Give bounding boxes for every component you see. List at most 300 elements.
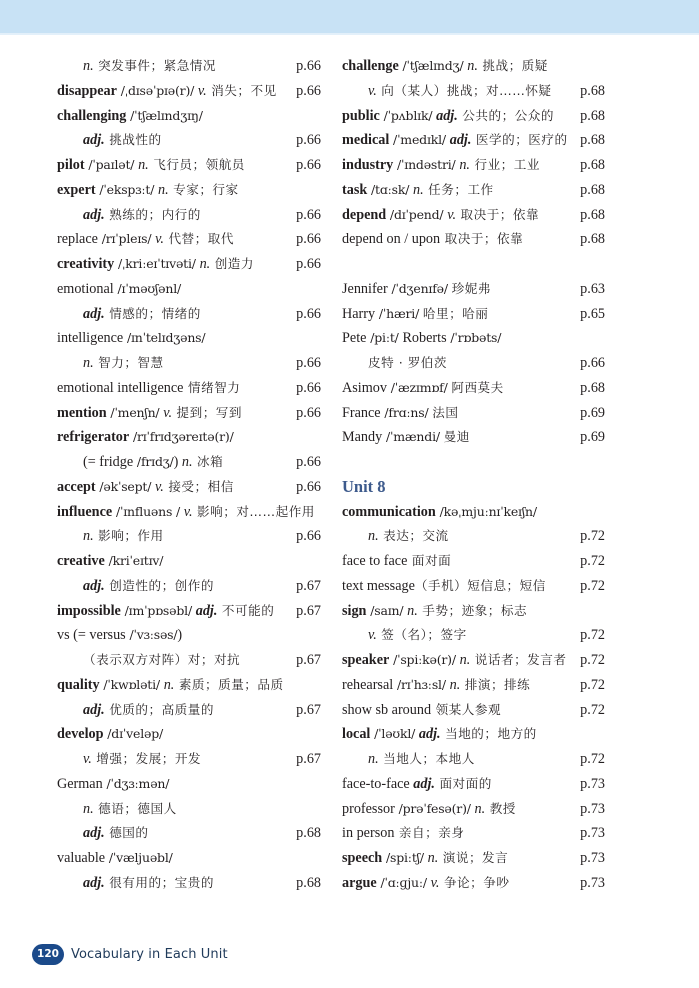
entry-text [57,326,205,351]
entry-text [57,846,173,871]
phonetic: /piːt/ [366,330,403,346]
vocab-entry [342,302,605,327]
entry-text [57,376,240,401]
part-of-speech: n. [83,800,94,817]
vocab-entry [57,549,321,574]
entry-text [57,54,216,79]
vocab-entry [57,450,321,475]
text-part: Harry [342,305,376,322]
vocab-entry [57,203,321,228]
vocab-entry [57,500,321,525]
text-part: professor [342,800,395,817]
headword: expert [57,181,96,198]
phonetic: /ɪnˈtelɪdʒəns/ [123,330,206,346]
vocab-entry [57,351,321,376]
phonetic: /ˈmenʃn/ [106,404,164,420]
vocab-entry [342,549,605,574]
phonetic: /tɑːsk/ [367,181,414,197]
entry-text [57,277,181,302]
vocab-entry [57,524,321,549]
headword: refrigerator [57,429,130,446]
vocab-entry [342,351,605,376]
chinese-definition: 飞行员；领航员 [148,157,245,172]
chinese-definition: 医学的；医疗的 [471,132,568,148]
vocab-entry [57,574,321,599]
part-of-speech: n. [368,528,379,545]
entry-text [57,252,254,277]
entry-text [57,450,223,475]
part-of-speech: adj. [449,132,472,149]
vocab-entry [342,401,605,426]
spacer [342,450,605,475]
vocab-entry [342,277,605,302]
page-reference: p.66 [296,132,321,149]
chinese-definition: 德国的 [104,825,149,841]
entry-text [57,302,201,327]
part-of-speech: v. [183,503,193,520]
page-reference: p.66 [580,355,605,371]
part-of-speech: n. [459,157,470,173]
vocab-entry [57,599,321,624]
part-of-speech: adj. [436,107,458,124]
page-reference: p.66 [296,206,321,223]
entry-text [342,747,475,772]
text-part: Pete [342,330,367,347]
vocab-entry [342,673,605,698]
entry-text [342,648,566,673]
page-reference: p.72 [580,627,605,644]
part-of-speech: adj. [195,602,218,619]
entry-text [342,54,548,79]
vocab-entry [57,648,321,673]
text-part: France [342,404,381,421]
vocab-entry [57,79,321,104]
page-reference: p.73 [580,850,605,866]
chinese-definition: 公共的；公众的 [457,107,554,123]
entry-text [57,178,239,203]
page-reference: p.66 [296,305,321,322]
phonetic: /ɪmˈpɒsəbl/ [120,602,196,618]
headword: public [342,107,380,124]
part-of-speech: v. [368,82,377,99]
text-part: ) [177,627,183,644]
chinese-definition: 教授 [485,800,516,816]
entry-text [57,128,162,153]
vocab-entry [57,277,321,302]
phonetic: /ɪˈməʊʃənl/ [113,280,182,296]
entry-text [57,475,234,500]
phonetic: /ˈmændi/ [382,429,444,445]
chinese-definition: 亲自；亲身 [394,825,465,841]
entry-text [342,153,540,178]
entry-text [57,673,284,698]
vocab-entry [342,227,605,252]
chinese-definition: 取决于；依靠 [456,206,540,222]
vocab-entry [342,722,605,747]
phonetic: /ˈekspɜːt/ [95,181,158,197]
chinese-definition: 挑战；质疑 [477,58,548,73]
part-of-speech: adj. [83,305,105,322]
phonetic: /ˈvæljuəbl/ [105,850,173,865]
page-reference: p.73 [580,874,605,891]
text-part: face-to-face [342,775,410,792]
headword: challenge [342,58,399,74]
vocab-entry [57,797,321,822]
part-of-speech: n. [449,676,461,693]
page-reference: p.66 [296,256,321,272]
vocab-entry [342,326,605,351]
entry-text [342,722,537,747]
phonetic: /ˈɑːɡjuː/ [376,874,431,890]
part-of-speech: v. [163,404,173,421]
entry-text [342,227,523,252]
page-reference: p.72 [580,751,605,767]
page-reference: p.68 [580,157,605,173]
vocab-column-right [342,54,605,896]
vocab-entry [342,623,605,648]
part-of-speech: n. [83,528,94,545]
chinese-definition: 手势；迹象；标志 [417,602,528,618]
page-reference: p.66 [296,231,321,248]
chinese-definition: 代替；取代 [163,231,234,247]
entry-text [342,104,554,129]
part-of-speech: v. [430,874,440,891]
entry-text [342,821,464,846]
part-of-speech: n. [427,850,439,866]
chinese-definition: 不可能的 [217,602,275,618]
vocab-entry [57,227,321,252]
headword: disappear [57,82,117,99]
vocab-entry [57,722,321,747]
vocab-entry [342,79,605,104]
chinese-definition: 当地的；地方的 [440,726,537,742]
headword: sign [342,602,367,619]
part-of-speech: n. [199,256,211,272]
chinese-definition: 消失；不见 [206,82,277,98]
page-reference: p.72 [580,528,605,545]
phonetic: /ˈdʒɜːmən/ [102,775,170,791]
text-part: Asimov [342,379,387,396]
chinese-definition: 取决于；依靠 [440,231,524,247]
spacer [342,252,605,277]
part-of-speech: v. [155,231,164,248]
part-of-speech: v. [197,82,207,99]
header-band-edge [0,33,699,35]
chinese-definition: 法国 [432,404,459,420]
chinese-definition: （表示双方对阵）对；对抗 [83,652,241,667]
text-part: depend on / upon [342,231,441,248]
vocab-entry [342,203,605,228]
page-reference: p.73 [580,800,605,817]
headword: communication [342,503,436,520]
vocab-entry [57,376,321,401]
entry-text [57,698,214,723]
text-part: replace [57,231,98,248]
chinese-definition: 提到；写到 [172,404,242,420]
chinese-definition: 很有用的；宝贵的 [104,874,214,890]
page-reference: p.67 [296,577,321,594]
chinese-definition: 面对面 [407,553,452,568]
header-band [0,0,699,33]
headword: speaker [342,652,390,668]
part-of-speech: n. [83,58,94,74]
text-part: valuable [57,850,106,866]
part-of-speech: n. [83,355,94,371]
vocab-entry [342,153,605,178]
part-of-speech: v. [447,206,457,223]
phonetic: /rɪˈhɜːsl/ [393,676,450,692]
text-part: face to face [342,553,408,569]
chinese-definition: 优质的；高质量的 [104,701,214,717]
chinese-definition: 增强；发展；开发 [91,751,202,766]
chinese-definition: （手机）短信息；短信 [414,577,546,593]
chinese-definition: 挑战性的 [104,132,162,148]
part-of-speech: n. [407,602,418,619]
phonetic: /ˈtʃælɪndʒɪŋ/ [126,107,203,123]
chinese-definition: 表达；交流 [378,528,449,544]
text-part: text message [342,577,415,594]
entry-text [342,524,449,549]
part-of-speech: n. [413,181,424,198]
chinese-definition: 德语；德国人 [93,800,177,816]
entry-text [342,549,451,574]
chinese-definition: 熟练的；内行的 [104,206,201,222]
vocab-entry [57,326,321,351]
text-part: (= fridge [83,454,134,470]
vocab-column-left [57,54,321,896]
chinese-definition: 接受；相信 [163,478,234,494]
headword: quality [57,676,100,693]
entry-text [57,401,242,426]
vocab-entry [57,673,321,698]
entry-text [57,722,163,747]
entry-text [57,623,182,648]
headword: accept [57,478,96,495]
vocab-entry [57,772,321,797]
phonetic: /rɪˈfrɪdʒəreɪtə(r)/ [129,429,234,445]
text-part: emotional intelligence [57,379,184,396]
vocab-entry [342,128,605,153]
vocab-entry [57,425,321,450]
entry-text [342,673,530,698]
page-reference: p.66 [296,355,321,371]
phonetic: /ˈtʃælɪndʒ/ [398,58,468,73]
phonetic: /ˈpʌblɪk/ [379,107,437,123]
vocab-entry [57,747,321,772]
text-part: Roberts [402,330,447,347]
vocab-entry [57,401,321,426]
chinese-definition: 排演；排练 [460,676,531,692]
vocab-entry [342,747,605,772]
headword: argue [342,874,377,891]
phonetic: /rɪˈpleɪs/ [97,231,156,247]
page-reference: p.67 [296,602,321,619]
vocab-entry [342,797,605,822]
phonetic: /ˈhæri/ [375,305,423,321]
section-title: Vocabulary in Each Unit [71,946,228,962]
phonetic: /frɪdʒ/ [133,454,174,469]
page-reference: p.67 [296,701,321,718]
page-reference: p.66 [296,379,321,396]
part-of-speech: adj. [83,701,105,718]
page-reference: p.66 [296,454,321,470]
headword: speech [342,850,383,866]
phonetic: /ˈspiːkə(r)/ [389,652,460,667]
vocab-entry [342,599,605,624]
phonetic: /kəˌmjuːnɪˈkeɪʃn/ [435,503,537,519]
entry-text [342,797,516,822]
page-reference: p.68 [580,206,605,223]
phonetic: /ˌdɪsəˈpɪə(r)/ [116,82,198,98]
chinese-definition: 签（名）；签字 [376,627,467,643]
vocab-entry [57,623,321,648]
entry-text [57,797,177,822]
headword: medical [342,132,390,149]
vocab-entry [342,54,605,79]
unit-heading: Unit 8 [342,476,386,496]
part-of-speech: n. [181,454,193,470]
part-of-speech: adj. [83,874,105,891]
entry-text [57,524,164,549]
vocab-entry [57,821,321,846]
phonetic: /ˈɪnfluəns / [112,503,184,519]
phonetic: /əkˈsept/ [95,478,156,494]
page-reference: p.68 [580,107,605,124]
page-reference: p.66 [296,58,321,74]
entry-text [57,549,163,574]
phonetic: /ˈɪndəstri/ [393,157,460,172]
chinese-definition: 说话者；发言者 [470,652,567,667]
vocab-entry [342,772,605,797]
phonetic: /dɪˈpend/ [386,206,448,222]
page-reference: p.69 [580,429,605,446]
entry-text [342,599,527,624]
page-reference: p.66 [296,82,321,99]
part-of-speech: n. [474,800,486,817]
page-reference: p.72 [580,577,605,594]
page-reference: p.66 [296,478,321,495]
page-reference: p.68 [296,874,321,891]
page-footer [32,942,228,966]
part-of-speech: n. [138,157,149,173]
entry-text [342,326,501,351]
entry-text [57,574,214,599]
headword: industry [342,157,394,173]
page-reference: p.72 [580,701,605,718]
headword: develop [57,726,104,743]
vocab-entry [342,104,605,129]
entry-text [342,846,508,871]
vocab-entry [57,475,321,500]
entry-text [57,871,214,896]
entry-text [57,500,315,525]
page-reference: p.68 [580,231,605,248]
vocab-entry [342,376,605,401]
text-part: intelligence [57,330,124,347]
phonetic: /ˈləʊkl/ [370,726,419,742]
page-reference: p.66 [296,528,321,545]
vocab-entry [342,698,605,723]
vocab-entry [57,153,321,178]
entry-text [342,698,501,723]
chinese-definition: 当地人；本地人 [378,751,475,766]
vocab-entry [57,54,321,79]
vocab-entry [57,104,321,129]
text-part: in person [342,825,395,842]
chinese-definition: 情感的；情绪的 [104,305,201,321]
entry-text [342,401,458,426]
entry-text [57,104,203,129]
phonetic: /ˈæzɪmɒf/ [386,379,452,395]
entry-text [57,425,234,450]
part-of-speech: adj. [83,206,105,223]
phonetic: /kriˈeɪtɪv/ [104,553,164,568]
chinese-definition: 领某人参观 [431,701,502,717]
text-part: Mandy [342,429,383,446]
page-reference: p.68 [580,82,605,99]
chinese-definition: 创造力 [210,256,254,271]
text-part: rehearsal [342,676,394,693]
entry-text [342,574,546,599]
page-reference: p.65 [580,305,605,322]
chinese-definition: 向（某人）挑战；对……怀疑 [376,82,552,98]
page-reference: p.67 [296,751,321,767]
vocab-entry [342,648,605,673]
page-reference: p.72 [580,676,605,693]
phonetic: /ˈkwɒləti/ [99,676,164,692]
page-reference: p.72 [580,652,605,668]
vocab-entry [342,500,605,525]
vocab-entry [342,425,605,450]
chinese-definition: 争论；争吵 [439,874,510,890]
phonetic: /spiːtʃ/ [382,850,428,865]
vocab-entry [57,252,321,277]
entry-text [57,351,164,376]
entry-text [342,500,537,525]
text-part: ) [173,454,182,470]
phonetic: /ˈrɒbəts/ [446,330,502,346]
chinese-definition: 皮特 · 罗伯茨 [368,355,447,370]
chinese-definition: 曼迪 [443,429,470,445]
part-of-speech: adj. [83,577,105,594]
chinese-definition: 突发事件；紧急情况 [93,58,216,73]
headword: task [342,181,368,198]
entry-text [57,599,274,624]
chinese-definition: 创造性的；创作的 [104,577,214,593]
vocab-entry [342,178,605,203]
entry-text [342,623,467,648]
part-of-speech: v. [368,627,377,644]
chinese-definition: 影响；作用 [93,528,164,544]
text-part: Jennifer [342,280,388,297]
phonetic: /saɪn/ [366,602,408,618]
entry-text [342,772,492,797]
chinese-definition: 珍妮弗 [451,280,491,296]
entry-text [342,277,491,302]
vocab-entry [57,698,321,723]
headword: pilot [57,157,85,173]
entry-text [342,178,494,203]
entry-text [342,376,504,401]
headword: creative [57,553,105,569]
text-part: emotional [57,280,114,297]
entry-text [57,747,201,772]
text-part: German [57,775,103,792]
headword: challenging [57,107,127,124]
part-of-speech: n. [163,676,175,693]
phonetic: /ˈmedɪkl/ [389,132,450,148]
vocab-entry [57,128,321,153]
